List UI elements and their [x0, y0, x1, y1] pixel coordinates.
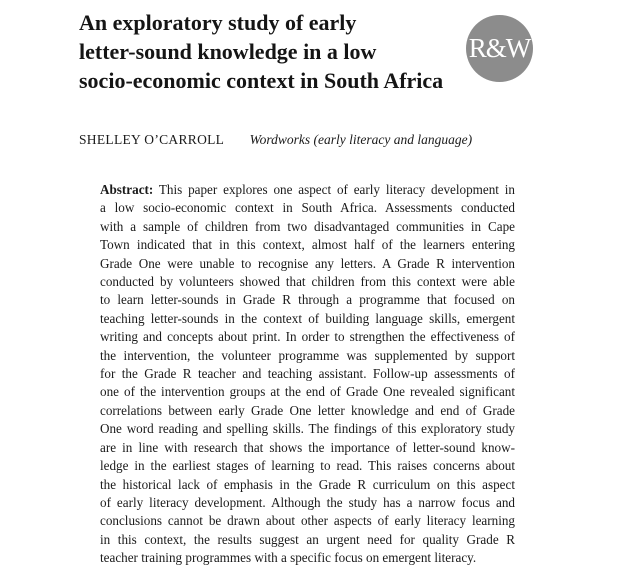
title-line: letter-sound knowledge in a low: [79, 39, 377, 64]
byline: [79, 132, 472, 148]
abstract-line: correlations between early Grade One letter knowledge and end of Grade: [100, 402, 515, 418]
abstract-label: Abstract:: [100, 182, 154, 197]
abstract-line: a low socio-economic context in South Africa. Assessments conducted: [100, 200, 515, 216]
abstract-line: One word reading and spelling skills. The findings of this exploratory study: [100, 421, 515, 437]
abstract-line: the historical lack of emphasis in the Grade R curriculum on this aspect: [100, 476, 515, 492]
abstract-line: teacher training programmes with a specific focus on emergent literacy.: [100, 550, 477, 566]
abstract-line: to learn letter-sounds in Grade R through a programme that focused on: [100, 292, 515, 308]
abstract-line: conclusions cannot be drawn about other aspects of early literacy learning: [100, 513, 515, 529]
title-line: socio-economic context in South Africa: [79, 68, 444, 93]
abstract-line: teaching letter-sounds in the context of building language skills, emergent: [100, 310, 515, 326]
abstract-line: for the Grade R teacher and teaching assistant. Follow-up assessments of: [100, 366, 515, 382]
abstract-line: the intervention, the volunteer programme was supplemented by support: [100, 347, 515, 363]
abstract-line: one of the intervention groups at the end of Grade One revealed significant: [100, 384, 515, 400]
abstract-line: of early literacy development. Although the study has a narrow focus and: [100, 494, 515, 510]
abstract-line: are in line with research that shows the importance of letter-sound know-: [100, 439, 515, 455]
abstract-line: with a sample of children from two disadvantaged communities in Cape: [100, 218, 515, 234]
abstract-line-text: This paper explores one aspect of early literacy development in: [158, 182, 515, 197]
paper-title: [79, 8, 469, 95]
abstract-line: in this context, the results suggest an urgent need for quality Grade R: [100, 531, 515, 547]
author-affiliation: Wordworks (early literacy and language): [249, 132, 473, 147]
abstract-line: conducted by volunteers showed that children from this context were able: [100, 274, 515, 290]
abstract-line: Grade One were unable to recognise any letters. A Grade R intervention: [100, 255, 515, 271]
abstract: [100, 181, 515, 568]
abstract-line: writing and concepts about print. In order to strengthen the effectiveness of: [100, 329, 515, 345]
abstract-line: Town indicated that in this context, almost half of the learners entering: [100, 237, 515, 253]
abstract-line: ledge in the earliest stages of learning to read. This raises concerns about: [100, 458, 515, 474]
author-name: SHELLEY O’CARROLL: [79, 132, 225, 147]
abstract-line: [100, 181, 515, 199]
journal-logo: R&W: [466, 15, 533, 82]
title-line: An exploratory study of early: [79, 10, 357, 35]
